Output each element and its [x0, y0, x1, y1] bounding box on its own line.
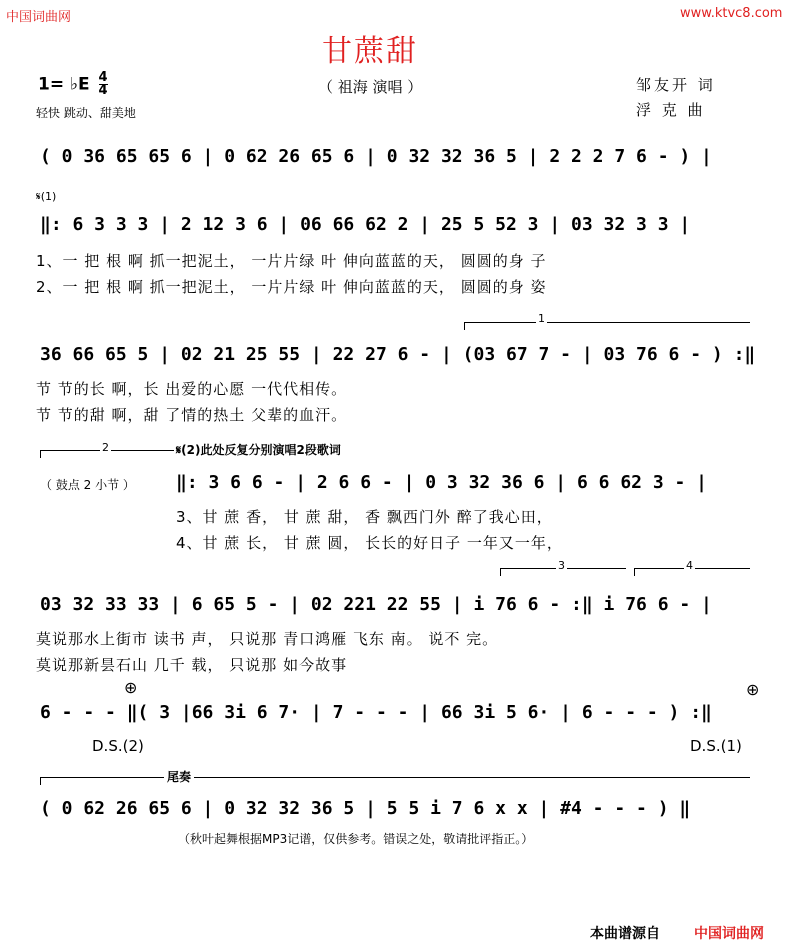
song-title: 甘蔗甜	[322, 34, 418, 69]
volta-2-number: 2	[102, 441, 109, 454]
segno-1: 𝄋(1)	[36, 190, 57, 203]
system-2-lyrics-2: 2、一 把 根 啊 抓一把泥土， 一片片绿 叶 伸向蓝蓝的天， 圆圆的身 姿	[36, 278, 547, 296]
system-3-notes: 36 66 65 5 | 02 21 25 55 | 22 27 6 - | (03 67 7 - | 03 76 6 - ) :‖	[40, 344, 756, 365]
transcriber-note: （秋叶起舞根据MP3记谱，仅供参考。错误之处，敬请批评指正。）	[178, 832, 534, 846]
volta-4-number: 4	[686, 559, 693, 572]
system-4-notes: ‖: 3 6 6 - | 2 6 6 - | 0 3 32 36 6 | 6 6 62 3 - |	[176, 472, 708, 493]
source-label: 本曲谱源自	[590, 926, 660, 942]
system-2-lyrics-1: 1、一 把 根 啊 抓一把泥土， 一片片绿 叶 伸向蓝蓝的天， 圆圆的身 子	[36, 252, 547, 270]
system-5-notes: 03 32 33 33 | 6 65 5 - | 02 221 22 55 | i 76 6 - :‖ i 76 6 - |	[40, 594, 712, 615]
system-5-lyrics-1: 莫说那水上街市 读书 声， 只说那 青口鸿雁 飞东 南。 说不 完。	[36, 630, 499, 648]
ds-2: D.S.(2)	[92, 737, 144, 755]
coda-label: 尾奏	[164, 768, 194, 785]
system-5-lyrics-2: 莫说那新昙石山 几千 载， 只说那 如今故事	[36, 656, 348, 674]
key-label: 1= ♭E	[38, 74, 90, 95]
time-top: 4	[98, 70, 108, 85]
ds-1: D.S.(1)	[690, 737, 742, 755]
system-3-lyrics-2: 节 节的甜 啊，甜 了情的热土 父辈的血汗。	[36, 406, 348, 424]
system-6-notes: 6 - - - ‖( 3 |66 3i 6 7· | 7 - - - | 66 3i 5 6· | 6 - - - ) :‖	[40, 702, 712, 723]
system-2-notes: ‖: 6 3 3 3 | 2 12 3 6 | 06 66 62 2 | 25 5 52 3 | 03 32 3 3 |	[40, 214, 691, 235]
time-signature	[99, 72, 108, 97]
coda-bracket	[40, 777, 750, 778]
volta-3-hook	[500, 568, 501, 576]
coda-icon: ⊕	[124, 678, 138, 697]
system-1-notes: ( 0 36 65 65 6 | 0 62 26 65 6 | 0 32 32 36 5 | 2 2 2 7 6 - ) |	[40, 146, 712, 167]
watermark-left: 中国词曲网	[6, 10, 72, 25]
volta-3-number: 3	[558, 559, 565, 572]
tempo-marking: 轻快 跳动、甜美地	[36, 106, 136, 120]
watermark-right: www.ktvc8.com	[680, 6, 783, 21]
key-signature	[38, 72, 108, 97]
drum-intro: （ 鼓点 2 小节 ）	[40, 478, 135, 492]
volta-2-hook	[40, 450, 41, 458]
segno-2-note: 𝄋(2)此处反复分别演唱2段歌词	[176, 443, 341, 457]
volta-1-bracket	[464, 322, 750, 323]
system-4-lyrics-1: 3、甘 蔗 香， 甘 蔗 甜， 香 飘西门外 醉了我心田，	[176, 508, 553, 526]
volta-1-hook	[464, 322, 465, 330]
system-3-lyrics-1: 节 节的长 啊，长 出爱的心愿 一代代相传。	[36, 380, 348, 398]
lyricist: 邹友开 词	[636, 76, 716, 94]
source-site: 中国词曲网	[694, 926, 764, 942]
coda-hook	[40, 777, 41, 785]
volta-4-hook	[634, 568, 635, 576]
time-bottom: 4	[98, 83, 108, 98]
volta-1-number: 1	[538, 312, 545, 325]
system-7-notes: ( 0 62 26 65 6 | 0 32 32 36 5 | 5 5 i 7 6 x x | #4 - - - ) ‖	[40, 798, 691, 819]
coda-icon-right: ⊕	[746, 680, 760, 699]
composer: 浮 克 曲	[636, 101, 706, 119]
singer: （ 祖海 演唱 ）	[318, 78, 423, 96]
system-4-lyrics-2: 4、甘 蔗 长， 甘 蔗 圆， 长长的好日子 一年又一年，	[176, 534, 563, 552]
